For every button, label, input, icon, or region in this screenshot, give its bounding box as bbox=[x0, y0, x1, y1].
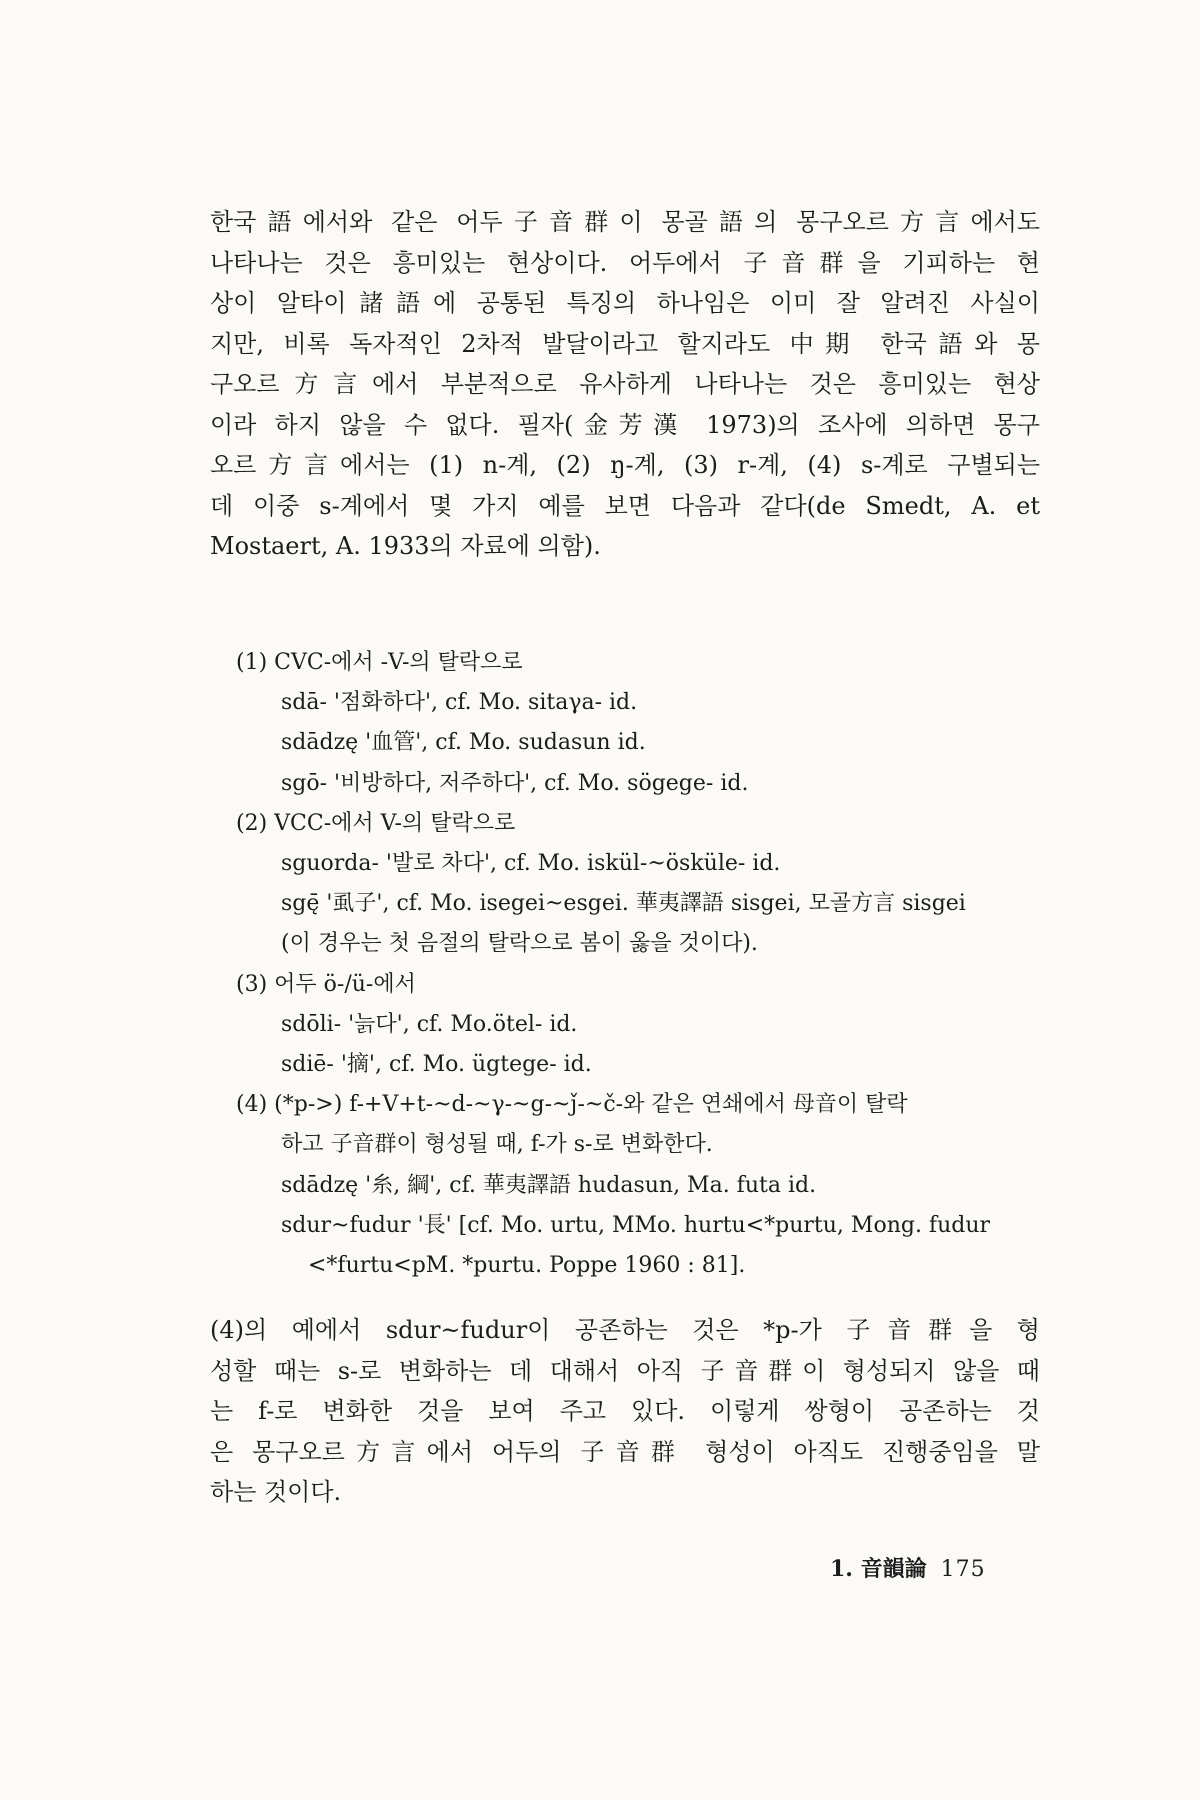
example-item: 하고 子音群이 형성될 때, f-가 s-로 변화한다. bbox=[281, 1132, 713, 1158]
example-item-continuation: <*furtu<pM. *purtu. Poppe 1960 : 81]. bbox=[308, 1253, 746, 1279]
text-line: 성할 때는 s-로 변화하는 데 대해서 아직 子音群이 형성되지 않을 때 bbox=[210, 1356, 1040, 1385]
text-line: 오르方言에서는 (1) n-계, (2) ŋ-계, (3) r-계, (4) s-계로 구별되는 bbox=[210, 451, 1040, 479]
example-list bbox=[236, 643, 1046, 1286]
example-heading: (3) 어두 ö-/ü-에서 bbox=[236, 971, 416, 997]
example-heading: (1) CVC-에서 -V-의 탈락으로 bbox=[236, 650, 523, 675]
example-item: sdur~fudur '長' [cf. Mo. urtu, MMo. hurtu<*purtu, Mong. fudur bbox=[281, 1212, 991, 1238]
example-item: sdā- '점화하다', cf. Mo. sitaγa- id. bbox=[281, 690, 638, 716]
example-item: sdādzę '血管', cf. Mo. sudasun id. bbox=[281, 730, 646, 756]
example-item: sdōli- '늙다', cf. Mo.ötel- id. bbox=[281, 1011, 578, 1037]
text-line: 이라 하지 않을 수 없다. 필자(金芳漢 1973)의 조사에 의하면 몽구 bbox=[210, 410, 1040, 439]
text-line: (4)의 예에서 sdur~fudur이 공존하는 것은 *p-가 子音群을 형 bbox=[210, 1316, 1040, 1344]
example-heading: (4) (*p->) f-+V+t-~d-~γ-~g-~ǰ-~č-와 같은 연쇄에서 母音이 탈락 bbox=[236, 1092, 908, 1118]
text-line: 나타나는 것은 흥미있는 현상이다. 어두에서 子音群을 기피하는 현 bbox=[210, 248, 1040, 277]
page-number: 175 bbox=[940, 1557, 986, 1582]
intro-paragraph bbox=[210, 202, 1040, 567]
page-footer bbox=[830, 1552, 1020, 1583]
example-item: sdādzę '糸, 綱', cf. 華夷譯語 hudasun, Ma. futa id. bbox=[281, 1172, 817, 1198]
example-item: (이 경우는 첫 음절의 탈락으로 봄이 옳을 것이다). bbox=[281, 931, 758, 957]
example-heading: (2) VCC-에서 V-의 탈락으로 bbox=[236, 810, 516, 836]
text-line: 상이 알타이諸語에 공통된 특징의 하나임은 이미 잘 알려진 사실이 bbox=[210, 289, 1040, 317]
text-line: 하는 것이다. bbox=[210, 1478, 342, 1506]
text-line: Mostaert, A. 1933의 자료에 의함). bbox=[210, 532, 601, 560]
text-line: 은 몽구오르方言에서 어두의 子音群 형성이 아직도 진행중임을 말 bbox=[210, 1437, 1040, 1466]
example-item: sgō- '비방하다, 저주하다', cf. Mo. sögege- id. bbox=[281, 770, 749, 796]
section-title: 1. 音韻論 bbox=[830, 1556, 927, 1582]
text-line: 구오르方言에서 부분적으로 유사하게 나타나는 것은 흥미있는 현상 bbox=[210, 370, 1040, 398]
example-item: sguorda- '발로 차다', cf. Mo. iskül-~ösküle- id. bbox=[281, 851, 781, 877]
example-item: sdiē- '摘', cf. Mo. ügtege- id. bbox=[281, 1052, 592, 1078]
text-line: 지만, 비록 독자적인 2차적 발달이라고 할지라도 中期 한국語와 몽 bbox=[210, 329, 1040, 358]
text-line: 한국語에서와 같은 어두子音群이 몽골語의 몽구오르方言에서도 bbox=[210, 208, 1040, 236]
closing-paragraph bbox=[210, 1310, 1040, 1513]
example-item: sgę̄ '虱子', cf. Mo. isegei~esgei. 華夷譯語 sisgei, 모골方言 sisgei bbox=[281, 891, 966, 917]
text-line: 는 f-로 변화한 것을 보여 주고 있다. 이렇게 쌍형이 공존하는 것 bbox=[210, 1397, 1040, 1425]
text-line: 데 이중 s-계에서 몇 가지 예를 보면 다음과 같다(de Smedt, A. et bbox=[210, 491, 1040, 520]
